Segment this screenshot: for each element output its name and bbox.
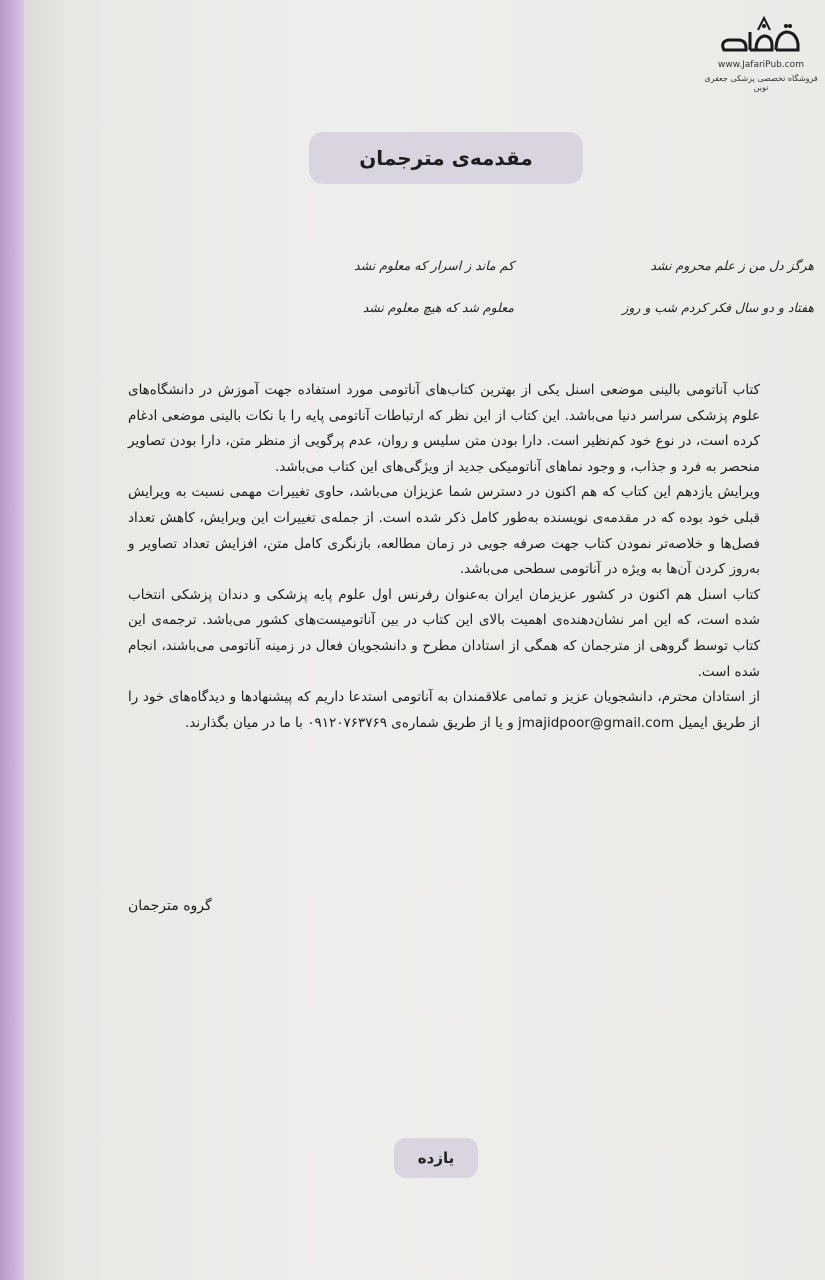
page-title: مقدمه‌ی مترجمان — [309, 132, 583, 184]
signature: گروه مترجمان — [128, 898, 212, 914]
poem-line-2-right: هفتاد و دو سال فکر کردم شب و روز — [622, 300, 814, 315]
paragraph-intro: کتاب آناتومی بالینی موضعی اسنل یکی از بهترین کتاب‌های آناتومی مورد استفاده جهت آموزش در دانشگاه‌های علوم پزشکی سراسر دنیا می‌باشد. این کتاب از این نظر که ارتباطات آناتومی پایه را با نکات بالینی موضعی ادغام کرده است، در نوع خود کم‌نظیر است. دارا بودن متن سلیس و روان، عدم پرگویی از منظر متن، دارا بودن تصاویر منحصر به فرد و جذاب، و وجود نماهای آناتومیکی جدید از ویژگی‌های این کتاب می‌باشد. — [128, 382, 760, 475]
page-number: یازده — [394, 1138, 478, 1178]
book-page — [24, 0, 825, 1280]
poem-block — [214, 258, 814, 338]
publisher-caption: فروشگاه تخصصی پزشکی جعفری نوین — [704, 74, 818, 92]
publisher-logo — [696, 14, 825, 98]
book-spine-edge — [0, 0, 24, 1280]
paragraph-reference: کتاب اسنل هم اکنون در کشور عزیزمان ایران به‌عنوان رفرنس اول علوم پایه پزشکی و دندان پزشکی انتخاب شده است، که این امر نشان‌دهنده‌ی اهمیت بالای این کتاب در بین آناتومیست‌های کشور می‌باشد. ترجمه‌ی این کتاب توسط گروهی از مترجمان که همگی از استادان مطرح و دانشجویان فعال در زمینه آناتومی می‌باشند، انجام شده است. — [128, 586, 760, 680]
jafari-logo-icon — [716, 14, 806, 58]
poem-line-1-right: هرگز دل من ز علم محروم نشد — [650, 258, 814, 273]
poem-line-2-left: معلوم شد که هیچ معلوم نشد — [362, 300, 514, 315]
poem-line-1-left: کم ماند ز اسرار که معلوم نشد — [354, 258, 514, 273]
paragraph-edition: ویرایش یازدهم این کتاب که هم اکنون در دسترس شما عزیزان می‌باشد، حاوی تغییرات مهمی نسبت به ویرایش قبلی خود بوده که در مقدمه‌ی نویسنده به‌طور کامل ذکر شده است. از جمله‌ی تغییرات این ویرایش، کاهش تعداد فصل‌ها و خلاصه‌تر نمودن کتاب جهت صرفه جویی در زمان مطالعه، بازنگری کامل متن، افزایش تعداد تصاویر و به‌روز کردن آن‌ها به ویژه در آناتومی سطحی می‌باشد. — [128, 484, 760, 578]
preface-body — [128, 378, 760, 736]
paragraph-contact: از استادان محترم، دانشجویان عزیز و تمامی علاقمندان به آناتومی استدعا داریم که پیشنهادها و دیدگاه‌های خود را از طریق ایمیل jmajidpoor@gmail.com و یا از طریق شماره‌ی ۰۹۱۲۰۷۶۳۷۶۹ با ما در میان بگذارند. — [128, 689, 760, 731]
publisher-url: www.JafariPub.com — [718, 60, 804, 70]
